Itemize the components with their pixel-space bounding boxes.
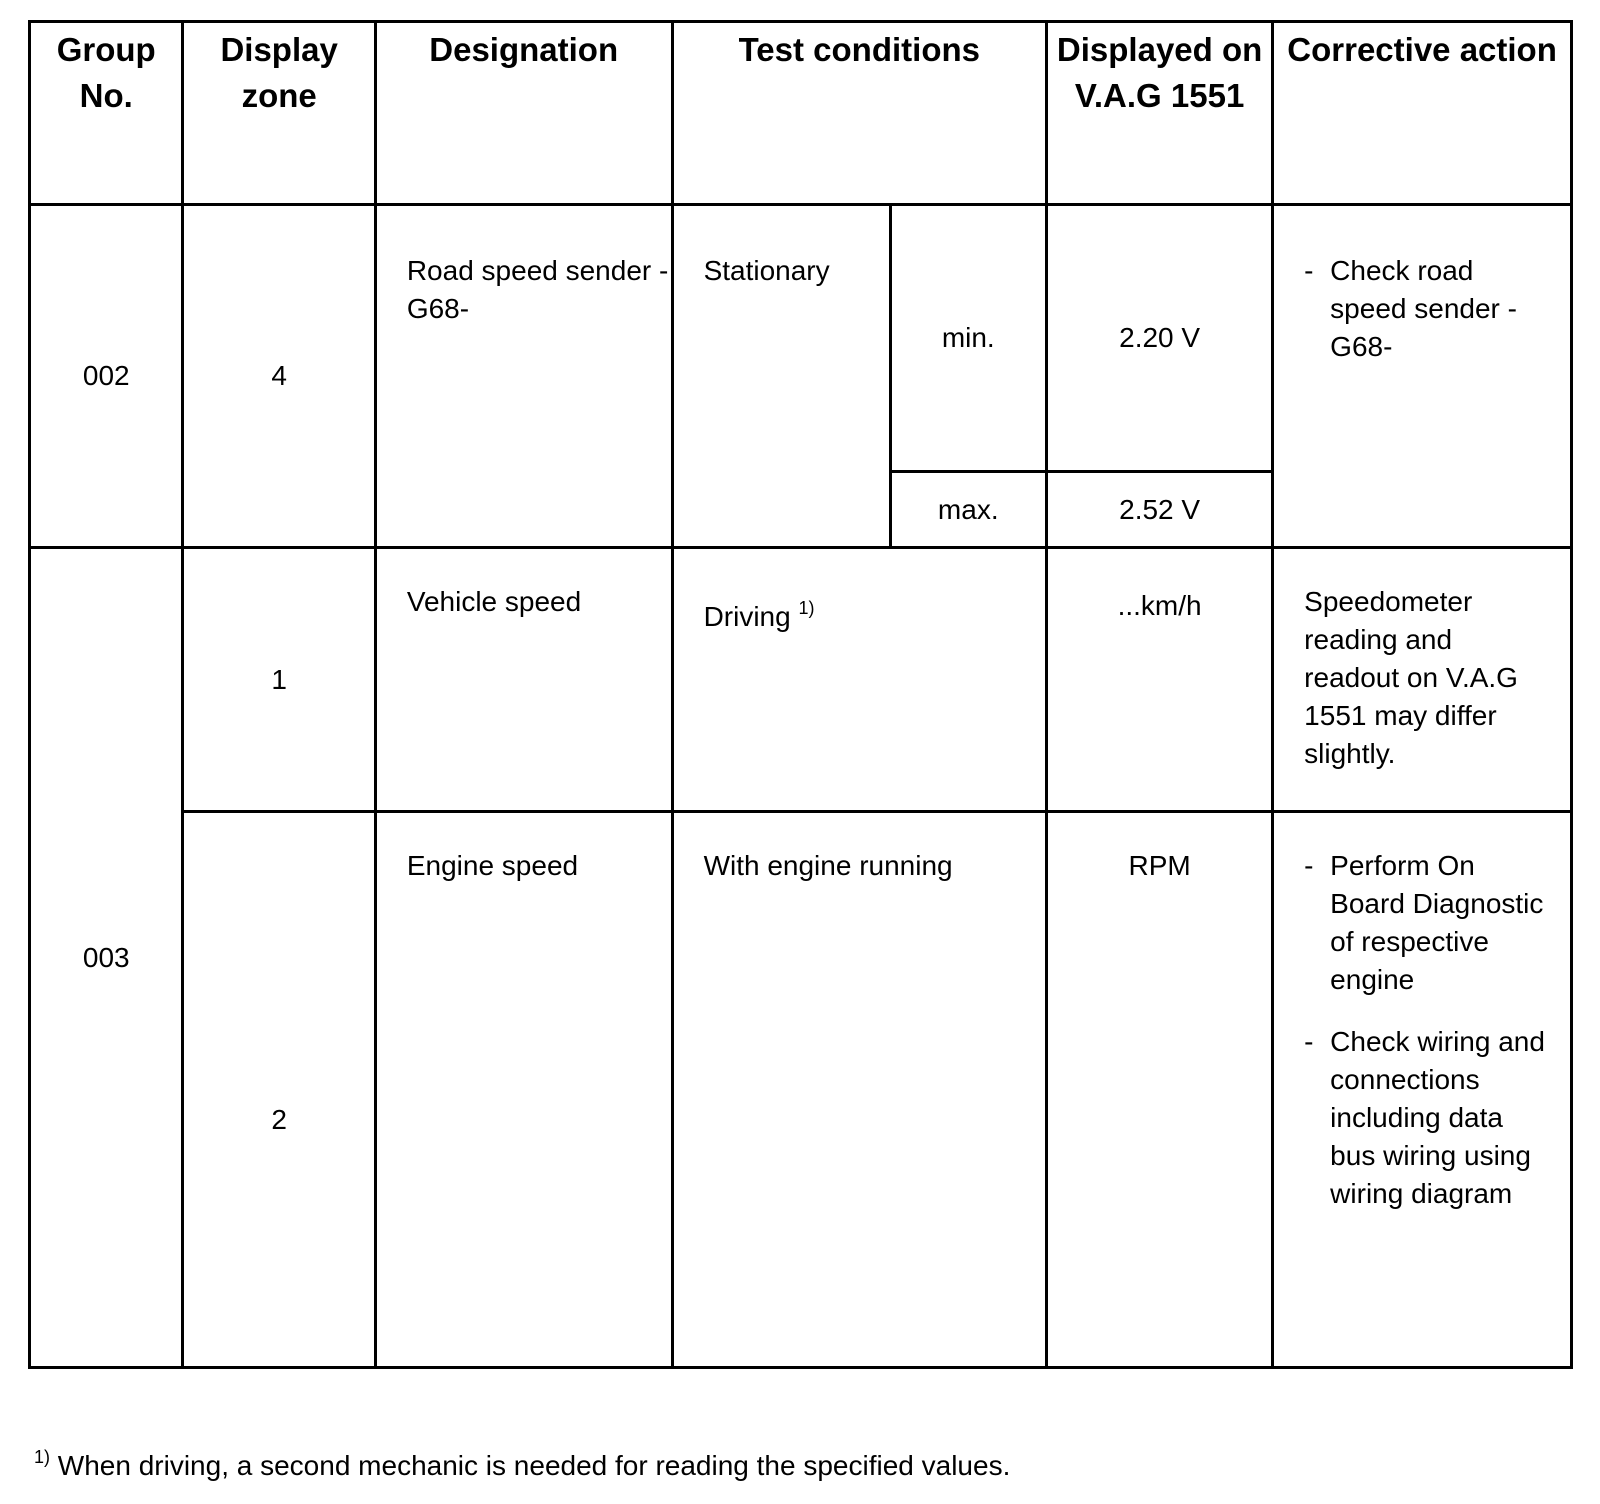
display-zone-cell: 1 [183, 548, 375, 812]
specification-table [28, 20, 1573, 1369]
action-text: Check road speed sender -G68- [1330, 255, 1517, 362]
table-row [30, 205, 1572, 472]
footnote-reference: 1) [798, 598, 815, 618]
action-bullet-item [1304, 252, 1550, 366]
header-row [30, 22, 1572, 205]
action-bullet-item [1304, 1023, 1554, 1213]
corrective-action-cell [1273, 205, 1572, 548]
display-value-cell: RPM [1047, 812, 1273, 1368]
corrective-action-cell [1273, 812, 1572, 1368]
display-value-cell: ...km/h [1047, 548, 1273, 812]
header-designation: Designation [375, 22, 672, 205]
header-displayed-on: Displayed on V.A.G 1551 [1047, 22, 1273, 205]
test-condition-cell [672, 548, 1046, 812]
action-text: Check wiring and connections including data bus wiring using wiring diagram [1330, 1026, 1545, 1209]
designation-cell: Engine speed [375, 812, 672, 1368]
bullet-dash: - [1304, 1026, 1314, 1057]
bullet-dash: - [1304, 255, 1314, 286]
header-corrective-action: Corrective action [1273, 22, 1572, 205]
table-row [30, 548, 1572, 812]
test-condition-cell: Stationary [672, 205, 890, 548]
group-number-cell: 003 [30, 548, 183, 1368]
test-condition-text: Driving [703, 601, 791, 632]
designation-cell: Road speed sender -G68- [375, 205, 672, 548]
max-value-cell: 2.52 V [1047, 472, 1273, 548]
header-test-conditions: Test conditions [672, 22, 1046, 205]
footnote-text: When driving, a second mechanic is needed for reading the specified values. [57, 1450, 1011, 1481]
action-text: Perform On Board Diagnostic of respective engine [1330, 850, 1544, 995]
footnote-mark: 1) [34, 1447, 51, 1467]
action-bullet-item [1304, 847, 1554, 999]
table-row [30, 812, 1572, 1368]
bullet-dash: - [1304, 850, 1314, 881]
min-label-cell: min. [890, 205, 1047, 472]
header-display-zone: Display zone [183, 22, 375, 205]
display-zone-cell: 4 [183, 205, 375, 548]
min-value-cell: 2.20 V [1047, 205, 1273, 472]
max-label-cell: max. [890, 472, 1047, 548]
corrective-action-cell: Speedometer reading and readout on V.A.G 1551 may differ slightly. [1273, 548, 1572, 812]
footnote [34, 1440, 1010, 1483]
group-number-cell: 002 [30, 205, 183, 548]
designation-cell: Vehicle speed [375, 548, 672, 812]
test-condition-cell: With engine running [672, 812, 1046, 1368]
header-group-no: Group No. [30, 22, 183, 205]
display-zone-cell: 2 [183, 812, 375, 1368]
